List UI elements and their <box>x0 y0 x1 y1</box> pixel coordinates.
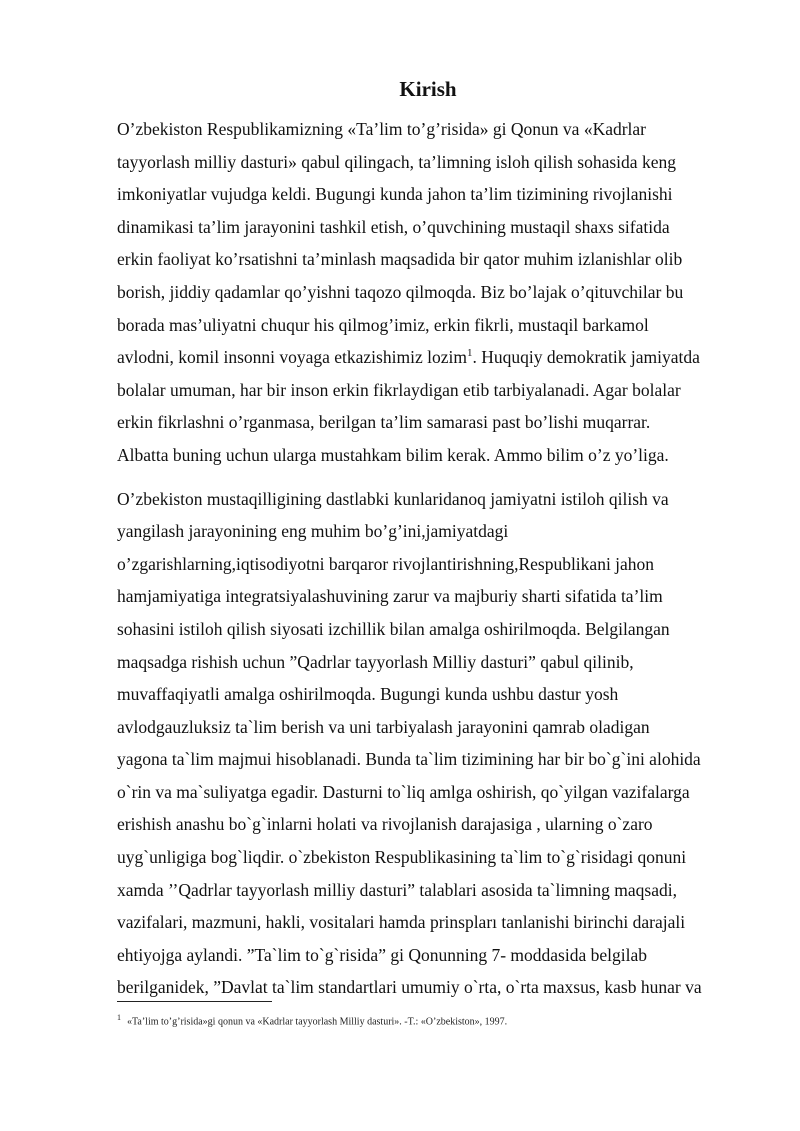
footnote-text: «Ta’lim to’g’risida»gi qonun va «Kadrlar tayyorlash Milliy dasturi». -T.: «O’zbekiston», 1997. <box>127 1016 508 1028</box>
page-title: Kirish <box>399 77 457 101</box>
paragraph-2 <box>117 483 757 1005</box>
text-line: O’zbekiston Respublikamizning «Ta’lim to’g’risida» gi Qonun va «Kadrlar <box>117 119 647 139</box>
text-line-with-footnote <box>117 341 757 374</box>
text-line: vazifalari, mazmuni, hakli, vositalari hamda prinspları tanlanishi birinchi darajali <box>117 912 686 933</box>
text-line: tayyorlash milliy dasturi» qabul qilingach, ta’limning isloh qilish sohasida keng <box>117 151 676 172</box>
text-line: bolalar umuman, har bir inson erkin fikrlaydigan etib tarbiyalanadi. Agar bolalar <box>117 379 681 400</box>
text-line: yangilash jarayonining eng muhim bo’g’ini,jamiyatdagi <box>117 521 509 542</box>
text-line: borish, jiddiy qadamlar qo’yishni taqozo qilmoqda. Biz bo’lajak o’qituvchilar bu <box>117 281 684 302</box>
text-line: xamda ’’Qadrlar tayyorlash milliy dasturi” talablari asosida ta`limning maqsadi, <box>117 879 677 900</box>
text-segment: avlodni, komil insonni voyaga etkazishimiz lozim <box>117 347 467 368</box>
footnote <box>117 1011 507 1029</box>
footnote-mark: 1 <box>117 1013 121 1022</box>
text-line: berilganidek, ”Davlat ta`lim standartlari umumiy o`rta, o`rta maxsus, kasb hunar va <box>117 977 702 998</box>
text-line: maqsadga rishish uchun ”Qadrlar tayyorlash Milliy dasturi” qabul qilinib, <box>117 651 634 672</box>
text-segment: . Huquqiy demokratik jamiyatda <box>472 347 700 368</box>
text-line: hamjamiyatiga integratsiyalashuvining zarur va majburiy sharti sifatida ta’lim <box>117 586 663 607</box>
text-line: yagona ta`lim majmui hisoblanadi. Bunda ta`lim tizimining har bir bo`g`ini alohida <box>117 749 701 770</box>
body-text <box>117 113 757 1004</box>
text-line: O’zbekiston mustaqilligining dastlabki kunlaridanoq jamiyatni istiloh qilish va <box>117 488 669 509</box>
text-line: muvaffaqiyatli amalga oshirilmoqda. Bugungi kunda ushbu dastur yosh <box>117 684 619 705</box>
text-line: ehtiyojga aylandi. ”Ta`lim to`g`risida” gi Qonunning 7- moddasida belgilab <box>117 944 647 965</box>
text-line: Albatta buning uchun ularga mustahkam bilim kerak. Ammo bilim o’z yo’liga. <box>117 444 669 465</box>
text-line: erkin faoliyat ko’rsatishni ta’minlash maqsadida bir qator muhim izlanishlar olib <box>117 249 683 270</box>
text-line: imkoniyatlar vujudga keldi. Bugungi kunda jahon ta’lim tizimining rivojlanishi <box>117 184 673 205</box>
text-line: erishish anashu bo`g`inlarni holati va rivojlanish darajasiga , ularning o`zaro <box>117 814 653 835</box>
text-line: o’zgarishlarning,iqtisodiyotni barqaror rivojlantirishning,Respublikani jahon <box>117 553 655 574</box>
paragraph-1 <box>117 113 757 472</box>
text-line: dinamikasi ta’lim jarayonini tashkil etish, o’quvchining mustaqil shaxs sifatida <box>117 216 670 237</box>
text-line: uyg`unligiga bog`liqdir. o`zbekiston Respublikasining ta`lim to`g`risidagi qonuni <box>117 847 687 868</box>
text-line: o`rin va ma`suliyatga egadir. Dasturni to`liq amlga oshirish, qo`yilgan vazifalarga <box>117 781 690 802</box>
text-line: erkin fikrlashni o’rganmasa, berilgan ta’lim samarasi past bo’lishi muqarrar. <box>117 412 651 433</box>
footnote-separator <box>117 1001 272 1002</box>
text-line: avlodgauzluksiz ta`lim berish va uni tarbiyalash jarayonini qamrab oladigan <box>117 716 650 737</box>
text-line: sohasini istiloh qilish siyosati izchillik bilan amalga oshirilmoqda. Belgilangan <box>117 618 670 639</box>
footnote-reference[interactable]: 1 <box>466 347 473 360</box>
text-line: borada mas’uliyatni chuqur his qilmog’imiz, erkin fikrli, mustaqil barkamol <box>117 314 649 335</box>
